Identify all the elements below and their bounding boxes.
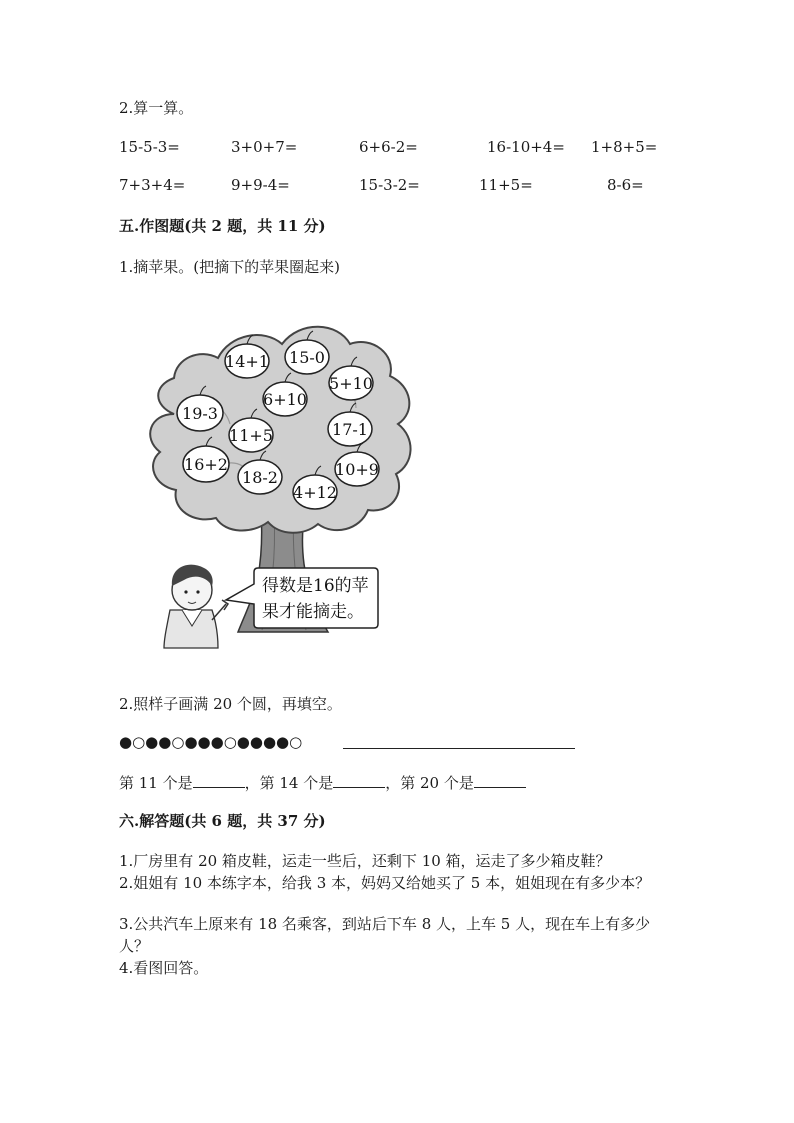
apple-label: 5+10	[329, 374, 373, 393]
problem-2: 2.姐姐有 10 本练字本，给我 3 本，妈妈又给她买了 5 本，姐姐现在有多少本？	[119, 874, 651, 892]
apple-label: 6+10	[263, 390, 307, 409]
apple-label: 15-0	[289, 348, 325, 367]
bubble-line-2: 果才能摘走。	[262, 602, 364, 622]
equation: 15-3-2=	[359, 176, 420, 194]
apple-label: 18-2	[242, 468, 278, 487]
circle-pattern: ●○●●○●●●○●●●●○	[119, 733, 303, 751]
equation: 3+0+7=	[231, 138, 298, 156]
problem-3-line-2: 人？	[119, 937, 150, 955]
blank-11[interactable]	[193, 773, 245, 788]
blank-14[interactable]	[333, 773, 385, 788]
equation: 9+9-4=	[231, 176, 290, 194]
equation: 1+8+5=	[591, 138, 658, 156]
answer-line[interactable]	[343, 748, 575, 749]
fill-in-blanks	[119, 772, 526, 793]
equation: 16-10+4=	[487, 138, 565, 156]
equation: 7+3+4=	[119, 176, 186, 194]
fill-label-20: ，第 20 个是	[385, 774, 474, 792]
question-1-text: 1.摘苹果。(把摘下的苹果圈起来)	[119, 258, 341, 276]
apple-tree-figure	[134, 314, 419, 649]
apple-label: 17-1	[332, 420, 368, 439]
section-6-title: 六.解答题(共 6 题，共 37 分)	[119, 812, 326, 830]
problem-4: 4.看图回答。	[119, 959, 209, 977]
fill-label-11: 第 11 个是	[119, 774, 193, 792]
blank-20[interactable]	[474, 773, 526, 788]
equation: 8-6=	[607, 176, 644, 194]
section-5-title: 五.作图题(共 2 题，共 11 分)	[119, 217, 326, 235]
boy-figure-icon	[164, 565, 228, 648]
equation: 11+5=	[479, 176, 533, 194]
equation: 15-5-3=	[119, 138, 180, 156]
equation: 6+6-2=	[359, 138, 418, 156]
fill-label-14: ，第 14 个是	[244, 774, 334, 792]
apple-label: 10+9	[335, 460, 379, 479]
apple-label: 14+1	[225, 352, 269, 371]
problem-1: 1.厂房里有 20 箱皮鞋，运走一些后，还剩下 10 箱，运走了多少箱皮鞋？	[119, 852, 611, 870]
bubble-line-1: 得数是16的苹	[262, 576, 369, 596]
apple-label: 19-3	[182, 404, 218, 423]
problem-3-line-1: 3.公共汽车上原来有 18 名乘客，到站后下车 8 人，上车 5 人，现在车上有多少	[119, 915, 651, 933]
apple-label: 4+12	[293, 483, 337, 502]
apple-label: 11+5	[229, 426, 273, 445]
section-2-heading: 2.算一算。	[119, 99, 194, 117]
question-2-text: 2.照样子画满 20 个圆，再填空。	[119, 695, 342, 713]
apple-label: 16+2	[184, 455, 228, 474]
